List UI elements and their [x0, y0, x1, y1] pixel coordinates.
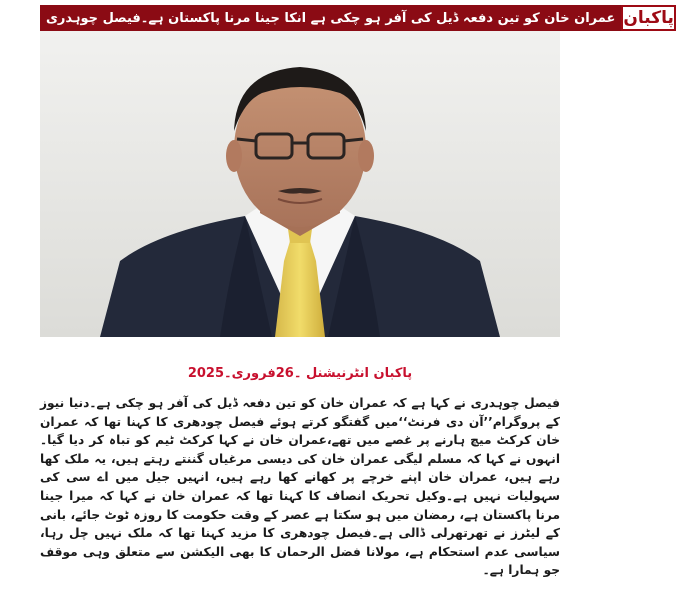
dateline: پاکبان انٹرنیشنل ۔26فروری۔2025	[187, 366, 413, 381]
portrait-illustration	[40, 31, 560, 337]
brand-logo: پاکبان	[621, 5, 676, 31]
article-body: فیصل چوہدری نے کہا ہے کہ عمران خان کو تین دفعہ ڈیل کی آفر ہو چکی ہے۔دنیا نیوز کے پروگرام’’آن دی فرنٹ‘‘میں گفتگو کرتے ہوئے فیصل چودھری کا کہنا تھا کہ عمران خان کرکٹ میچ ہارنے پر غصے میں تھے،عمران خان نے کہا کرکٹ ٹیم کو تباہ کر دیا گیا۔انہوں نے کہا کہ مسلم لیگی عمران خان کی دیسی مرغیاں گننتے رہتے ہیں، یہ ملک کھا رہے ہیں، عمران خان اپنے خرچے پر کھانے کھا رہے ہیں، انہیں جیل میں اے سی کی سہولیات نہیں ہے۔وکیل تحریک انصاف کا کہنا تھا کہ عمران خان نے کہا کہ میرا جینا مرنا پاکستان ہے، رمضان میں ہو سکتا ہے عصر کے وقت حکومت کا روزہ ٹوٹ جائے، بانی کے لیٹرز نے تھرتھرلی ڈالی ہے۔فیصل چودھری کا مزید کہنا تھا کہ ملک نہیں چل رہا، سیاسی عدم استحکام ہے، مولانا فضل الرحمان کا بھی الیکشن سے متعلق وہی موقف جو ہمارا ہے۔	[40, 396, 560, 578]
header-bar	[40, 5, 674, 31]
headline: عمران خان کو تین دفعہ ڈیل کی آفر ہو چکی ہے انکا جینا مرنا پاکستان ہے۔فیصل چوہدری	[40, 5, 621, 31]
portrait-photo	[40, 31, 560, 337]
